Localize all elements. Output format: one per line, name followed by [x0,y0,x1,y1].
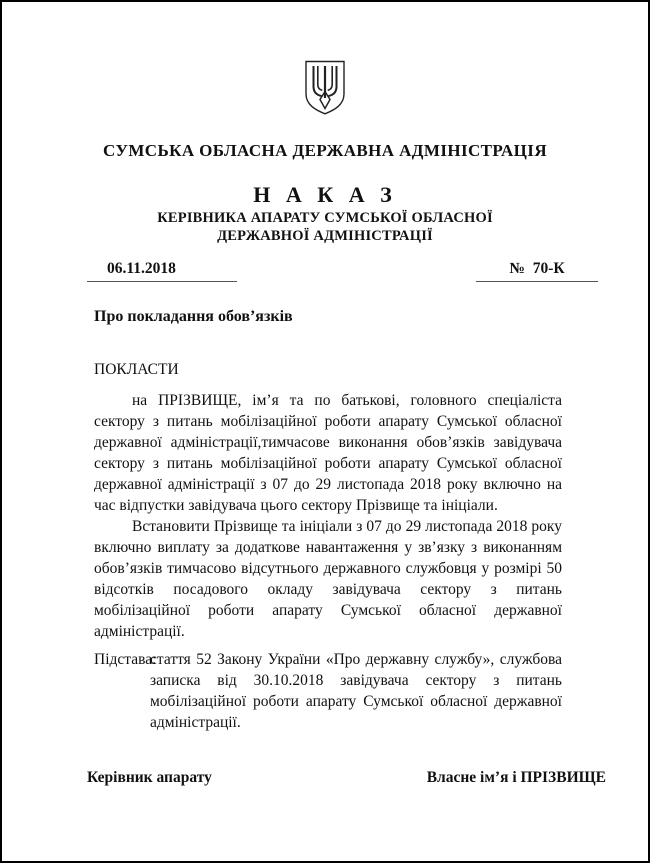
basis-label: Підстава: [94,651,157,668]
document-subtitle-line2: ДЕРЖАВНОЇ АДМІНІСТРАЦІЇ [217,227,433,244]
document-type-title: Н А К А З [253,182,397,207]
reference-row [87,260,598,282]
document-subject: Про покладання обов’язків [94,308,293,325]
document-date: 06.11.2018 [87,260,237,282]
document-number: № 70-К [476,260,598,282]
document-subtitle [2,210,648,245]
signature-position: Керівник апарату [87,769,212,786]
basis-block [94,649,562,733]
signature-name: Власне ім’я і ПРІЗВИЩЕ [426,769,606,786]
document-subtitle-line1: КЕРІВНИКА АПАРАТУ СУМСЬКОЇ ОБЛАСНОЇ [157,210,493,226]
signature-row [87,769,606,787]
document-body [94,359,562,733]
basis-text: стаття 52 Закону України «Про державну службу», службова записка від 30.10.2018 завідувача сектору з питань мобілізаційної роботи апарату Сумської обласної державної адміністрації. [150,651,562,731]
body-paragraph-2: Встановити Прізвище та ініціали з 07 до 29 листопада 2018 року включно виплату за додаткове навантаження у зв’язку з виконанням обов’язків тимчасово відсутнього державного службовця у розмірі 50 відсотків посадового окладу завідувача сектору з питань мобілізаційної роботи апарату Сумської обласної державної адміністрації. [94,518,562,640]
organization-name: СУМСЬКА ОБЛАСНА ДЕРЖАВНА АДМІНІСТРАЦІЯ [103,141,547,160]
emblem-container [2,60,648,121]
ukraine-trident-icon [301,60,349,116]
resolution-verb: ПОКЛАСТИ [94,361,179,378]
body-paragraph-1: на ПРІЗВИЩЕ, ім’я та по батькові, головного спеціаліста сектору з питань мобілізаційної роботи апарату Сумської обласної державної адміністрації,тимчасове виконання обов’язків завідувача сектору з питань мобілізаційної роботи апарату Сумської обласної державної адміністрації з 07 до 29 листопада 2018 року включно на час відпустки завідувача цього сектору Прізвище та ініціали. [94,392,562,514]
